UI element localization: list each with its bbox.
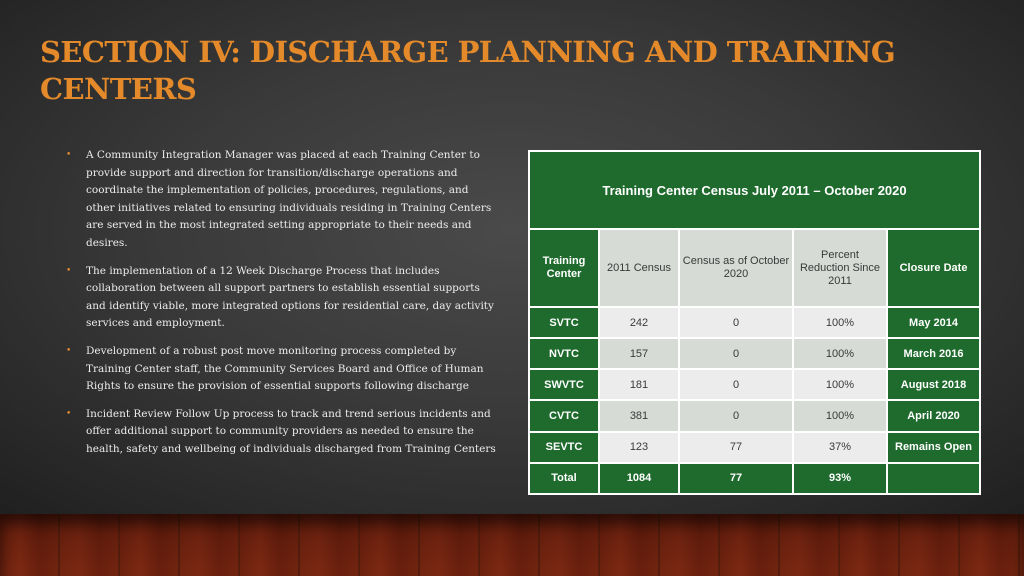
table-header-row xyxy=(529,229,980,307)
total-label: Total xyxy=(529,463,599,494)
bullet-item xyxy=(66,263,496,333)
census-table-container xyxy=(528,150,979,495)
bullet-item xyxy=(66,147,496,253)
table-row xyxy=(529,400,980,431)
header-closure-date: Closure Date xyxy=(887,229,980,307)
header-census-october-2020: Census as of October 2020 xyxy=(679,229,793,307)
total-closure xyxy=(887,463,980,494)
center-name: SVTC xyxy=(529,307,599,338)
bullet-item xyxy=(66,406,496,459)
table-total-row xyxy=(529,463,980,494)
center-name: SEVTC xyxy=(529,432,599,463)
center-name: CVTC xyxy=(529,400,599,431)
census-2020-value: 0 xyxy=(679,369,793,400)
reduction-value: 37% xyxy=(793,432,887,463)
bullet-icon: • xyxy=(66,150,72,160)
reduction-value: 100% xyxy=(793,400,887,431)
census-2020-value: 0 xyxy=(679,400,793,431)
closure-date-value: August 2018 xyxy=(887,369,980,400)
census-2020-value: 0 xyxy=(679,307,793,338)
total-census-2011: 1084 xyxy=(599,463,679,494)
closure-date-value: May 2014 xyxy=(887,307,980,338)
census-2011-value: 381 xyxy=(599,400,679,431)
center-name: SWVTC xyxy=(529,369,599,400)
bullet-item xyxy=(66,343,496,396)
table-caption: Training Center Census July 2011 – October 2020 xyxy=(529,151,980,229)
wood-floor-decoration xyxy=(0,514,1024,576)
closure-date-value: March 2016 xyxy=(887,338,980,369)
bullet-text: Incident Review Follow Up process to track and trend serious incidents and offer additional support to community providers as needed to ensure the health, safety and wellbeing of individuals discharged from Training Centers xyxy=(86,407,496,455)
bullet-text: The implementation of a 12 Week Discharge Process that includes collaboration between all support partners to establish essential supports and identify viable, more integrated options for residential care, day activity services and employment. xyxy=(86,264,494,330)
total-census-2020: 77 xyxy=(679,463,793,494)
center-name: NVTC xyxy=(529,338,599,369)
census-2020-value: 77 xyxy=(679,432,793,463)
bullet-icon: • xyxy=(66,345,72,356)
table-row xyxy=(529,307,980,338)
census-table xyxy=(528,150,981,495)
table-caption-row xyxy=(529,151,980,229)
census-2011-value: 242 xyxy=(599,307,679,338)
census-2011-value: 181 xyxy=(599,369,679,400)
header-2011-census: 2011 Census xyxy=(599,229,679,307)
total-reduction: 93% xyxy=(793,463,887,494)
bullet-text: A Community Integration Manager was placed at each Training Center to provide support and direction for transition/discharge operations and coordinate the implementation of policies, procedures, regulations, and other initiatives related to ensuring individuals residing in Training Centers are served in the most integrated setting appropriate to their needs and desires. xyxy=(86,149,492,249)
bullet-icon: • xyxy=(66,408,72,419)
reduction-value: 100% xyxy=(793,369,887,400)
slide-title: SECTION IV: DISCHARGE PLANNING AND TRAINING CENTERS xyxy=(40,35,895,106)
census-2011-value: 157 xyxy=(599,338,679,369)
closure-date-value: Remains Open xyxy=(887,432,980,463)
census-2011-value: 123 xyxy=(599,432,679,463)
table-row xyxy=(529,432,980,463)
bullet-list xyxy=(66,147,496,469)
bullet-text: Development of a robust post move monitoring process completed by Training Center staff, the Community Services Board and Office of Human Rights to ensure the provision of essential supports following discharge xyxy=(86,344,484,393)
reduction-value: 100% xyxy=(793,338,887,369)
closure-date-value: April 2020 xyxy=(887,400,980,431)
reduction-value: 100% xyxy=(793,307,887,338)
table-row xyxy=(529,369,980,400)
header-training-center: Training Center xyxy=(529,229,599,307)
bullet-icon: • xyxy=(66,265,72,276)
census-2020-value: 0 xyxy=(679,338,793,369)
table-row xyxy=(529,338,980,369)
header-percent-reduction: Percent Reduction Since 2011 xyxy=(793,229,887,307)
